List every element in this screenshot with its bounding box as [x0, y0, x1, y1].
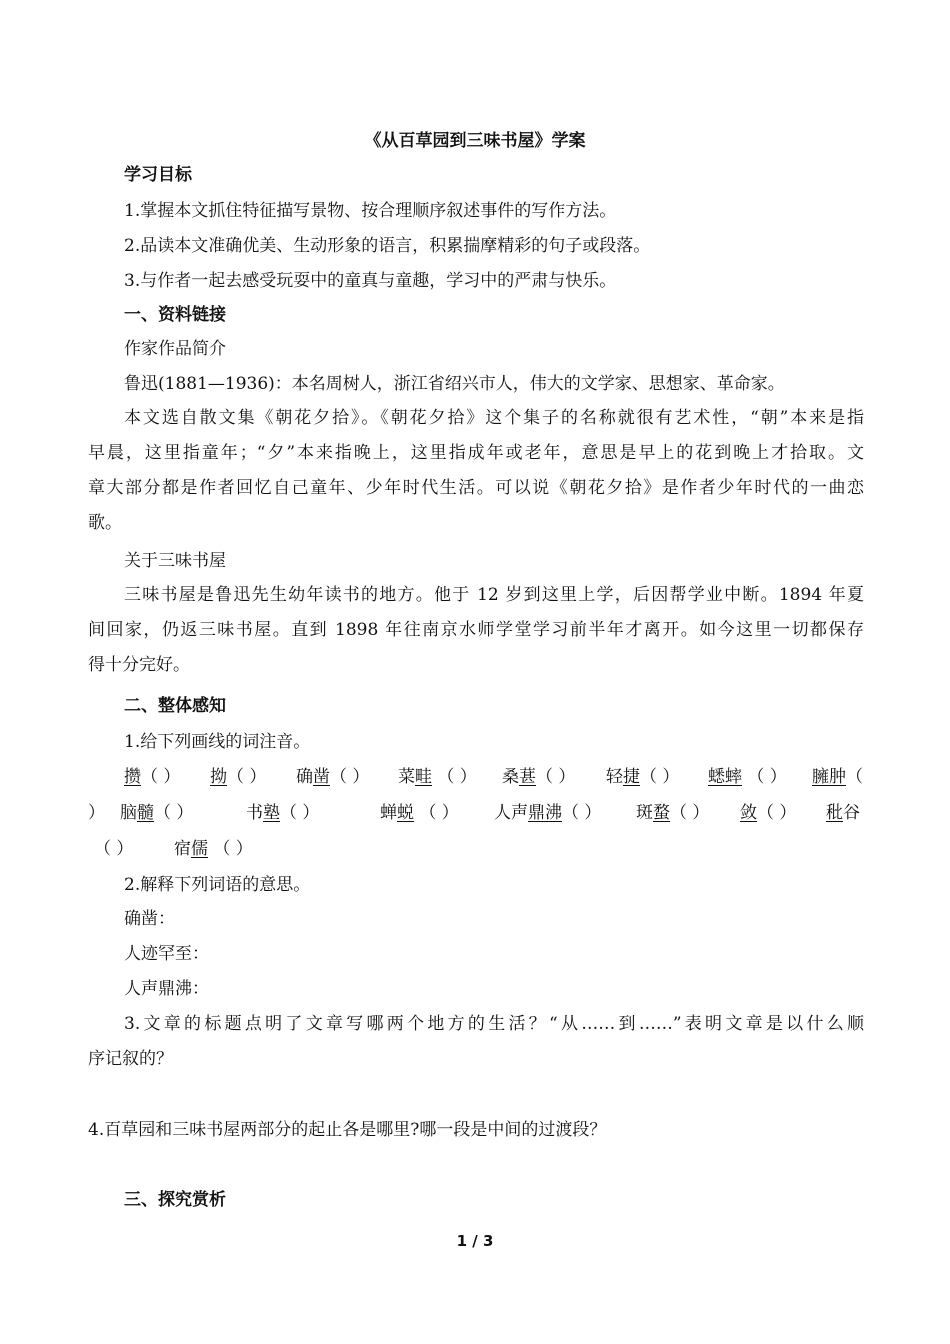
section1-heading: 一、资料链接	[124, 305, 226, 325]
page-number: 1 / 3	[456, 1232, 494, 1250]
paragraph-line: 歌。	[88, 513, 122, 533]
author-bio: 鲁迅(1881—1936)：本名周树人，浙江省绍兴市人，伟大的文学家、思想家、革命家。	[124, 374, 785, 394]
vocab-item: 秕谷	[826, 803, 860, 823]
question-2: 2.解释下列词语的意思。	[124, 875, 311, 895]
vocab-item: 轻捷（ ）	[606, 767, 680, 787]
vocab-item: 臃肿（	[812, 767, 863, 787]
paragraph-line: 章大部分都是作者回忆自己童年、少年时代生活。可以说《朝花夕拾》是作者少年时代的一曲恋	[88, 478, 864, 498]
question-3-cont: 序记叙的？	[88, 1049, 173, 1069]
vocab-item: （ ）	[94, 839, 134, 859]
vocab-item: 蝉蜕 （ ）	[380, 803, 459, 823]
term-label: 人声鼎沸：	[124, 979, 209, 999]
paragraph-line: 得十分完好。	[88, 655, 190, 675]
objective-item: 3.与作者一起去感受玩耍中的童真与童趣，学习中的严肃与快乐。	[124, 271, 617, 291]
subheading-author-intro: 作家作品简介	[124, 339, 226, 359]
vocab-item: 宿儒 （ ）	[174, 839, 253, 859]
question-4: 4.百草园和三味书屋两部分的起止各是哪里?哪一段是中间的过渡段？	[88, 1120, 607, 1140]
question-3: 3.文章的标题点明了文章写哪两个地方的生活？“从……到……”表明文章是以什么顺	[124, 1014, 864, 1034]
subheading-sanwei: 关于三味书屋	[124, 551, 226, 571]
vocab-item: 人声鼎沸（ ）	[494, 803, 602, 823]
section2-heading: 二、整体感知	[124, 696, 226, 716]
paragraph-line: 三味书屋是鲁迅先生幼年读书的地方。他于 12 岁到这里上学，后因帮学业中断。1894 年夏	[124, 585, 864, 605]
paragraph-line: 本文选自散文集《朝花夕拾》。《朝花夕拾》这个集子的名称就很有艺术性，“朝”本来是指	[124, 408, 864, 428]
vocab-item: 桑葚（ ）	[502, 767, 576, 787]
vocab-item: 书塾（ ）	[246, 803, 320, 823]
vocab-item: 蟋蟀 （ ）	[708, 767, 787, 787]
question-1: 1.给下列画线的词注音。	[124, 732, 311, 752]
vocab-item: 斑蝥（ ）	[636, 803, 710, 823]
term-label: 人迹罕至：	[124, 944, 209, 964]
vocab-item: 脑髓（ ）	[120, 803, 194, 823]
vocab-item: 敛（ ）	[740, 803, 797, 823]
objective-item: 2.品读本文准确优美、生动形象的语言，积累揣摩精彩的句子或段落。	[124, 236, 651, 256]
objective-item: 1.掌握本文抓住特征描写景物、按合理顺序叙述事件的写作方法。	[124, 201, 617, 221]
vocab-item: ）	[88, 803, 105, 823]
page-title: 《从百草园到三味书屋》学案	[364, 131, 586, 151]
section3-heading: 三、探究赏析	[124, 1190, 226, 1210]
vocab-item: 确凿（ ）	[296, 767, 370, 787]
objectives-heading: 学习目标	[124, 165, 192, 185]
vocab-item: 菜畦 （ ）	[398, 767, 477, 787]
vocab-item: 攒（ ）	[124, 767, 181, 787]
term-label: 确凿：	[124, 909, 175, 929]
vocab-item: 拗（ ）	[210, 767, 267, 787]
paragraph-line: 间回家，仍返三味书屋。直到 1898 年往南京水师学堂学习前半年才离开。如今这里一切都保存	[88, 620, 864, 640]
paragraph-line: 早晨，这里指童年；“夕”本来指晚上，这里指成年或老年，意思是早上的花到晚上才拾取。文	[88, 443, 864, 463]
